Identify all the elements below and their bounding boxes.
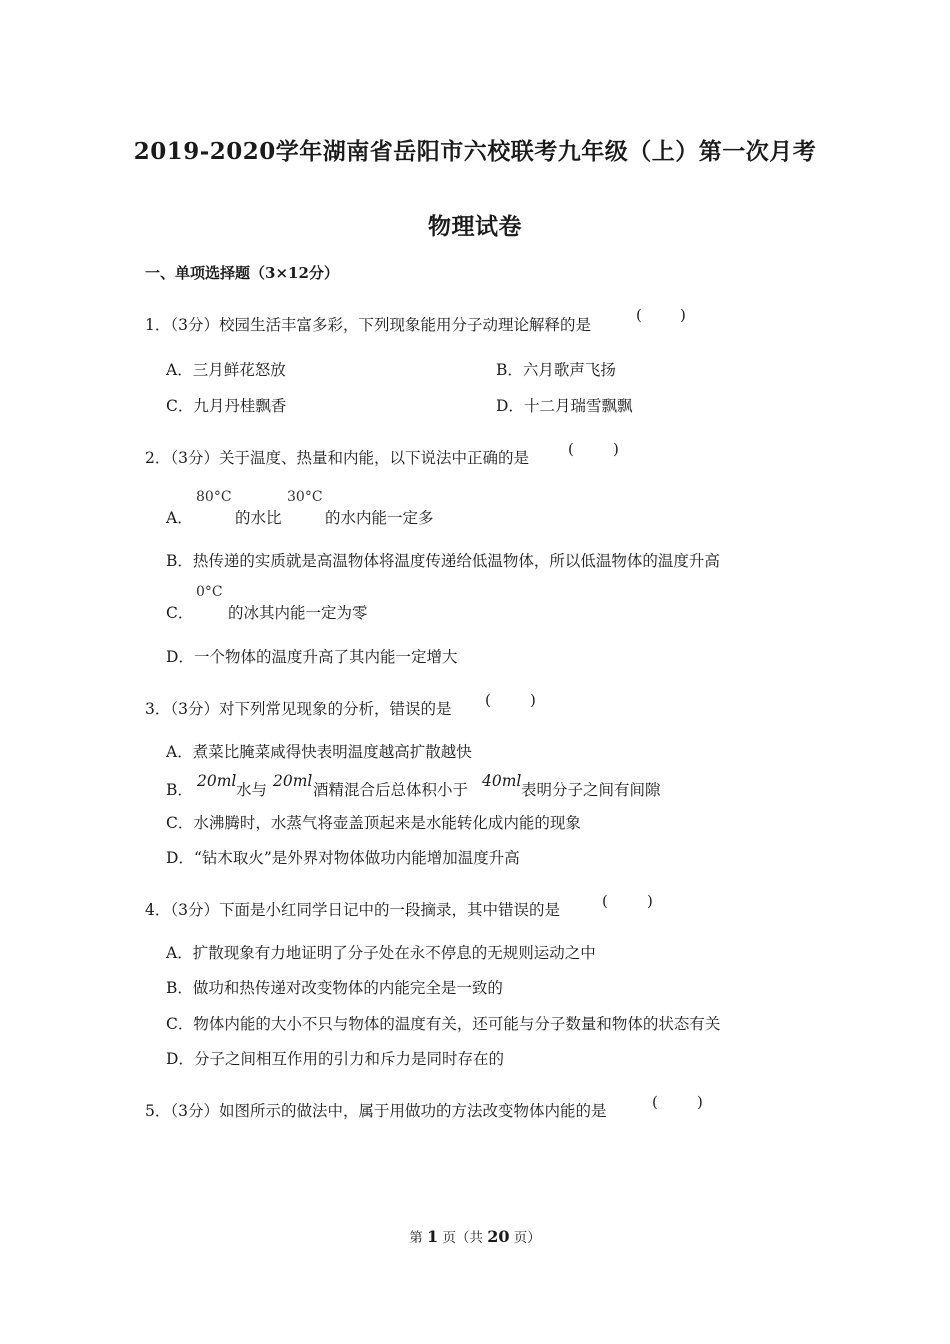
doc-title-line2: 物理试卷 xyxy=(428,213,522,240)
question-1 xyxy=(145,313,591,335)
temperature-0c: 0°C xyxy=(196,584,223,600)
answer-paren-close: ) xyxy=(697,1093,703,1111)
answer-paren-open: ( xyxy=(652,1093,658,1111)
option-a-mid: 的水比 xyxy=(235,509,282,527)
answer-paren-close: ) xyxy=(680,306,686,324)
option-c-text: 的冰其内能一定为零 xyxy=(228,604,368,622)
answer-paren-close: ) xyxy=(613,440,619,458)
total-page-count: 20 xyxy=(487,1227,510,1246)
option-d: D．分子之间相互作用的引力和斥力是同时存在的 xyxy=(166,1050,504,1068)
doc-title-line1: 2019-2020学年湖南省岳阳市六校联考九年级（上）第一次月考 xyxy=(133,138,817,165)
option-b: B．热传递的实质就是高温物体将温度传递给低温物体，所以低温物体的温度升高 xyxy=(166,552,720,570)
answer-paren-open: ( xyxy=(602,892,608,910)
section-heading: 一、单项选择题（3×12分） xyxy=(145,264,339,282)
question-number: 4．（3分） xyxy=(145,901,219,919)
answer-paren-open: ( xyxy=(485,691,491,709)
question-2 xyxy=(145,446,529,468)
option-c: C．九月丹桂飘香 xyxy=(166,397,287,415)
page-footer: 第 1 页（共 20 页） xyxy=(409,1227,541,1246)
option-c-label: C． xyxy=(166,604,194,622)
question-5 xyxy=(145,1099,607,1121)
option-a: A．煮菜比腌菜咸得快表明温度越高扩散越快 xyxy=(166,743,472,761)
answer-paren-close: ) xyxy=(647,892,653,910)
option-b: B．做功和热传递对改变物体的内能完全是一致的 xyxy=(166,979,503,997)
option-a: A．三月鲜花怒放 xyxy=(166,361,286,379)
option-b-text: 表明分子之间有间隙 xyxy=(521,781,661,799)
option-d: D．“钻木取火”是外界对物体做功内能增加温度升高 xyxy=(166,849,520,867)
question-number: 2．（3分） xyxy=(145,449,219,467)
question-number: 1．（3分） xyxy=(145,316,219,334)
option-c: C．物体内能的大小不只与物体的温度有关，还可能与分子数量和物体的状态有关 xyxy=(166,1015,721,1033)
question-text: 如图所示的做法中，属于用做功的方法改变物体内能的是 xyxy=(218,1102,607,1120)
question-4 xyxy=(145,898,560,920)
current-page-number: 1 xyxy=(427,1227,439,1246)
option-a-text: 的水内能一定多 xyxy=(325,509,434,527)
question-text: 校园生活丰富多彩，下列现象能用分子动理论解释的是 xyxy=(218,316,591,334)
question-text: 关于温度、热量和内能，以下说法中正确的是 xyxy=(218,449,529,467)
volume-40ml: 40ml xyxy=(482,772,522,790)
question-number: 3．（3分） xyxy=(145,700,219,718)
option-d: D．十二月瑞雪飘飘 xyxy=(496,397,633,415)
option-b-mid2: 酒精混合后总体积小于 xyxy=(313,781,469,799)
option-b: B．六月歌声飞扬 xyxy=(496,361,616,379)
option-b-mid1: 水与 xyxy=(236,781,268,799)
volume-20ml-water: 20ml xyxy=(197,772,237,790)
option-c: C．水沸腾时，水蒸气将壶盖顶起来是水能转化成内能的现象 xyxy=(166,814,581,832)
option-a: A．扩散现象有力地证明了分子处在永不停息的无规则运动之中 xyxy=(166,944,596,962)
option-d: D．一个物体的温度升高了其内能一定增大 xyxy=(166,648,458,666)
question-number: 5．（3分） xyxy=(145,1102,219,1120)
answer-paren-open: ( xyxy=(568,440,574,458)
question-text: 下面是小红同学日记中的一段摘录，其中错误的是 xyxy=(218,901,560,919)
answer-paren-open: ( xyxy=(636,306,642,324)
question-3 xyxy=(145,697,452,719)
temperature-30c: 30°C xyxy=(287,489,323,505)
volume-20ml-alcohol: 20ml xyxy=(273,772,313,790)
option-a-label: A． xyxy=(166,509,193,527)
option-b-label: B． xyxy=(166,781,193,799)
question-text: 对下列常见现象的分析，错误的是 xyxy=(218,700,452,718)
answer-paren-close: ) xyxy=(530,691,536,709)
temperature-80c: 80°C xyxy=(196,489,232,505)
